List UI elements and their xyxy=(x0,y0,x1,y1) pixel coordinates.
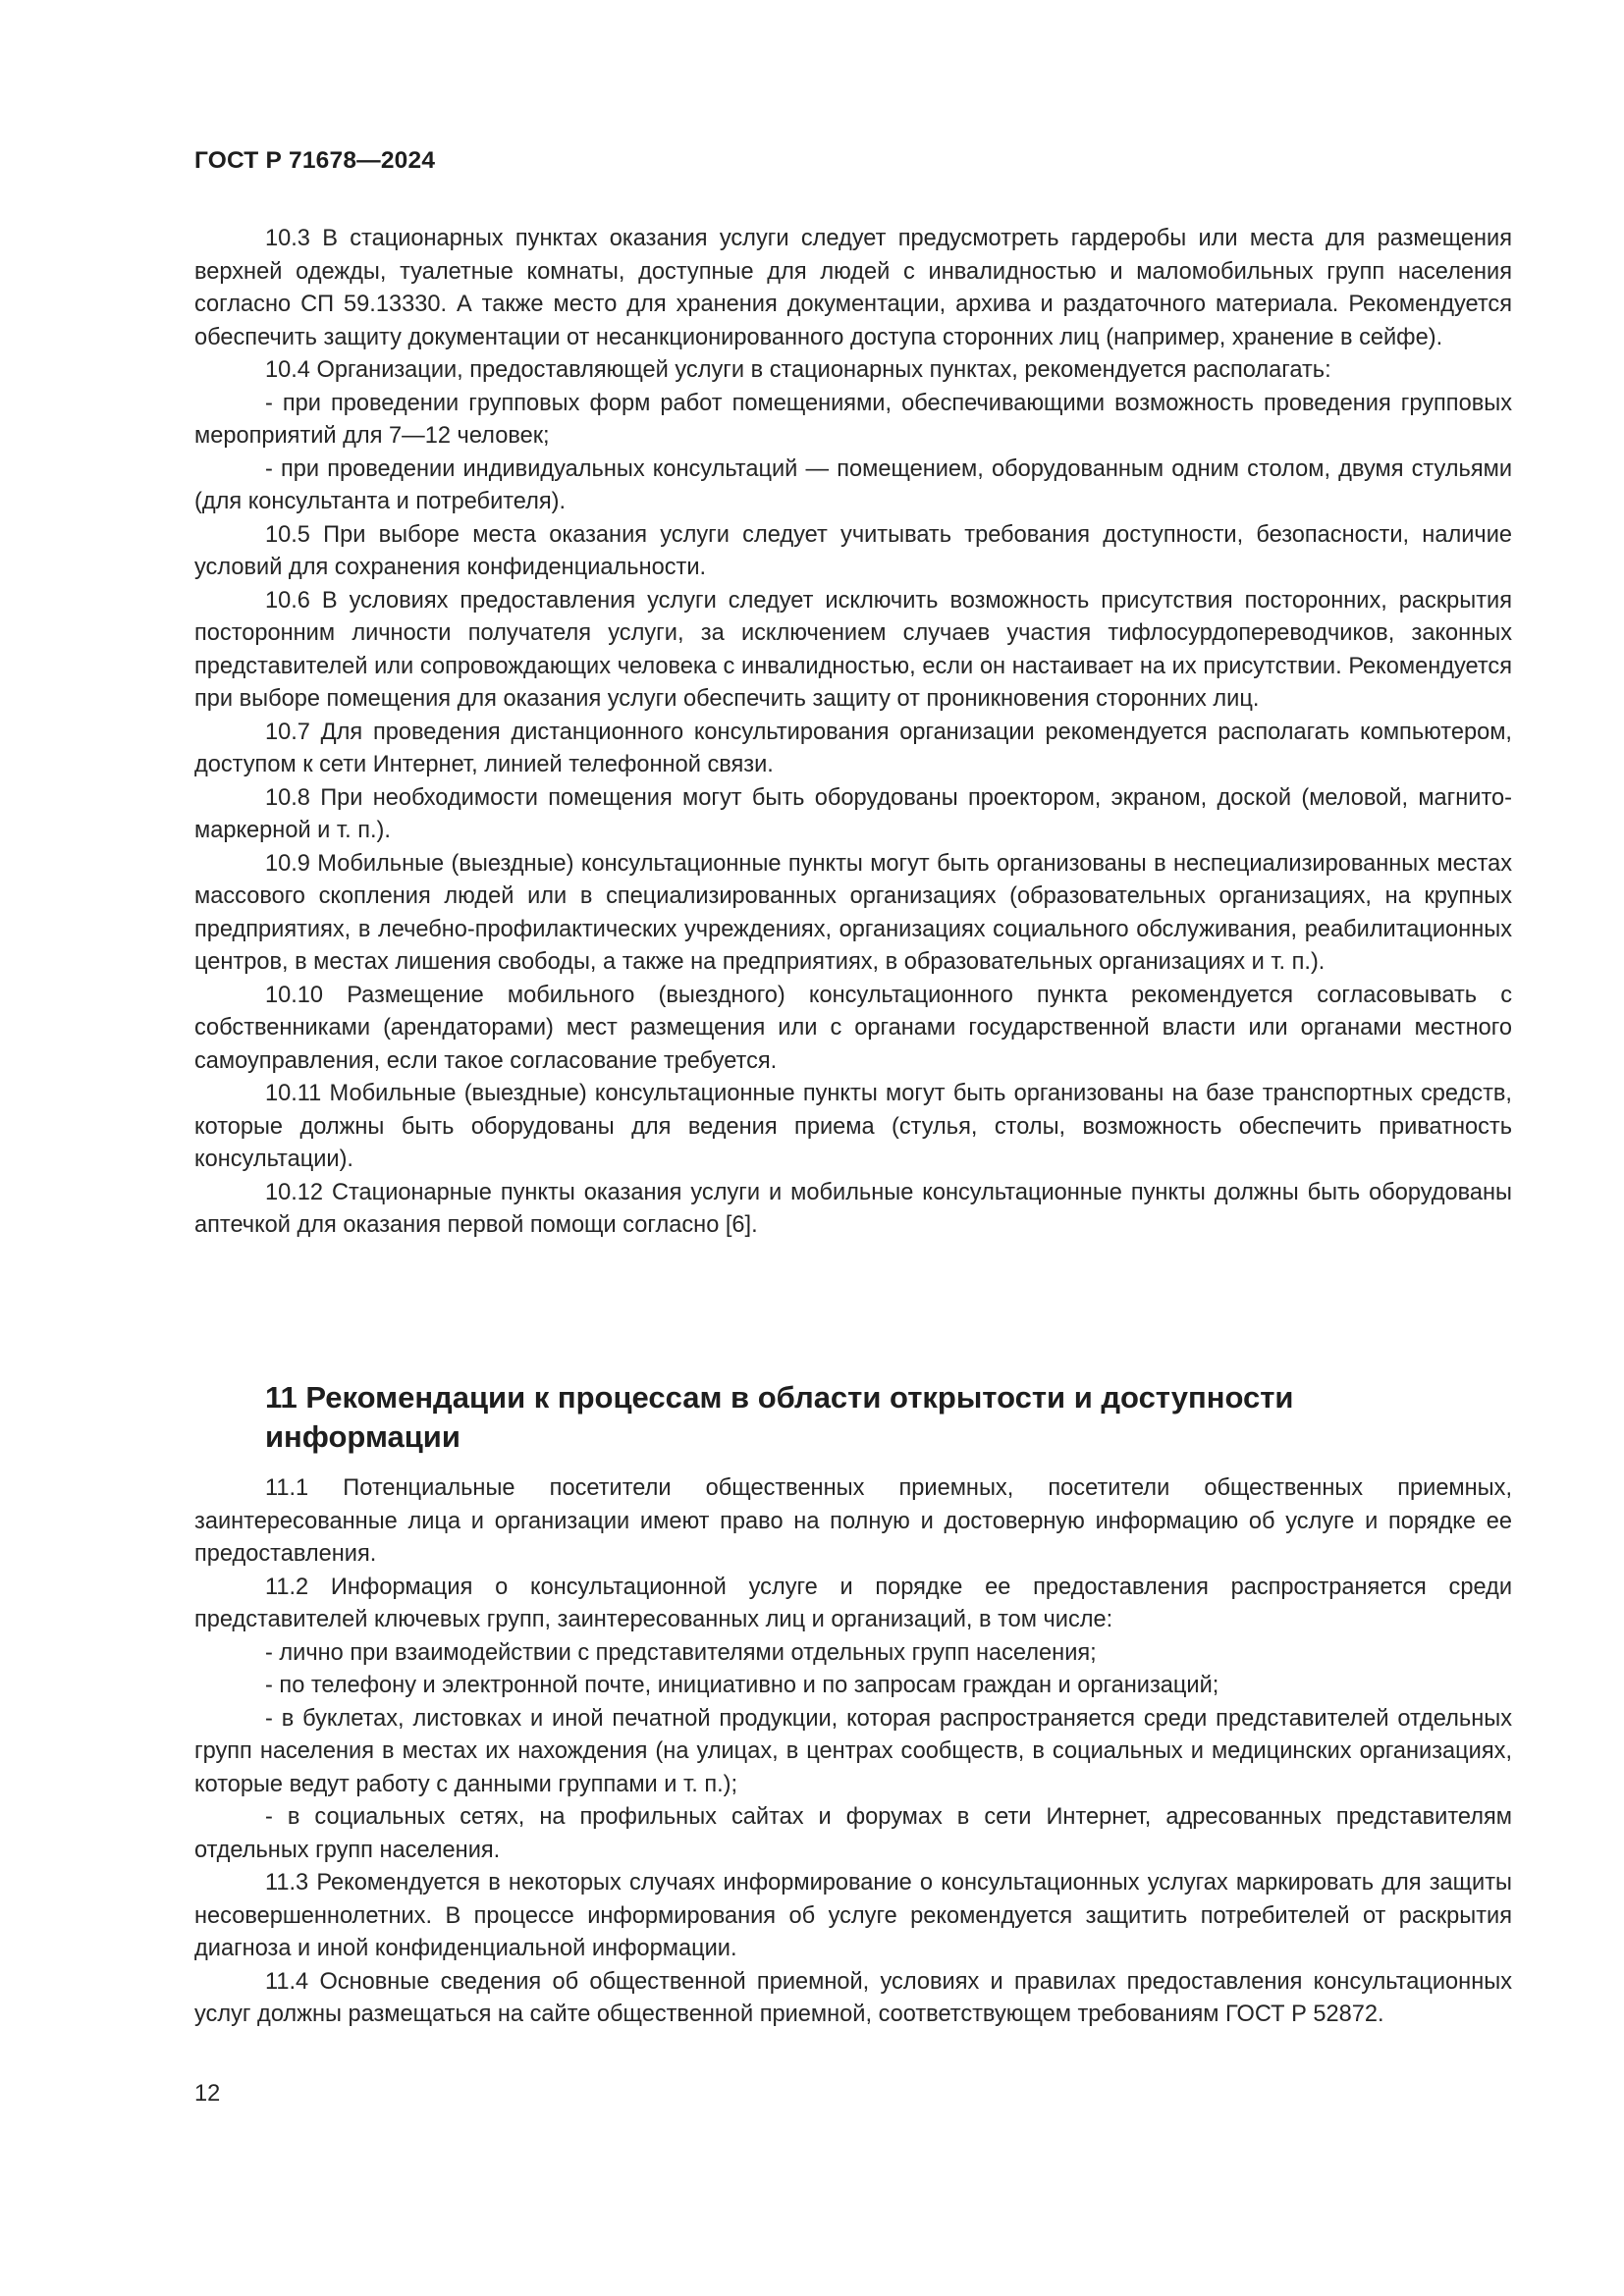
list-item: - при проведении групповых форм работ помещениями, обеспечивающими возможность проведения групповых мероприятий для 7—12 человек; xyxy=(194,390,1512,449)
section-11-body xyxy=(194,1472,1512,2032)
paragraph-10-3: 10.3 В стационарных пунктах оказания услуги следует предусмотреть гардеробы или места для размещения верхней одежды, туалетные комнаты, доступные для людей с инвалидностью и маломобильных групп населения согласно СП 59.13330. А также место для хранения документации, архива и раздаточного материала. Рекомендуется обеспечить защиту документации от несанкционированного доступа сторонних лиц (например, хранение в сейфе). xyxy=(194,226,1512,350)
paragraph-10-12: 10.12 Стационарные пункты оказания услуги и мобильные консультационные пункты должны быть оборудованы аптечкой для оказания первой помощи согласно [6]. xyxy=(194,1179,1512,1238)
list-item: - при проведении индивидуальных консультаций — помещением, оборудованным одним столом, двумя стульями (для консультанта и потребителя). xyxy=(194,455,1512,514)
section-10-body xyxy=(194,223,1512,1243)
paragraph-10-9: 10.9 Мобильные (выездные) консультационные пункты могут быть организованы в неспециализированных местах массового скопления людей или в специализированных организациях (образовательных организациях, на крупных предприятиях, в лечебно-профилактических учреждениях, организациях социального обслуживания, реабилитационных центров, в местах лишения свободы, а также на предприятиях, в образовательных организациях и т. п.). xyxy=(194,850,1512,975)
paragraph-11-1: 11.1 Потенциальные посетители общественных приемных, посетители общественных приемных, заинтересованные лица и организации имеют право на полную и достоверную информацию об услуге и порядке ее предоставления. xyxy=(194,1475,1512,1567)
paragraph-10-11: 10.11 Мобильные (выездные) консультационные пункты могут быть организованы на базе транспортных средств, которые должны быть оборудованы для ведения приема (стулья, столы, возможность обеспечить приватность консультации). xyxy=(194,1081,1512,1172)
list-item: - в социальных сетях, на профильных сайтах и форумах в сети Интернет, адресованных представителям отдельных групп населения. xyxy=(194,1804,1512,1863)
list-item: - по телефону и электронной почте, инициативно и по запросам граждан и организаций; xyxy=(265,1673,1219,1698)
paragraph-11-3: 11.3 Рекомендуется в некоторых случаях информирование о консультационных услугах маркировать для защиты несовершеннолетних. В процессе информирования об услуге рекомендуется защитить потребителей от раскрытия диагноза и иной конфиденциальной информации. xyxy=(194,1870,1512,1961)
paragraph-10-4: 10.4 Организации, предоставляющей услуги в стационарных пунктах, рекомендуется располагать: xyxy=(265,357,1331,383)
page-number: 12 xyxy=(194,2081,221,2107)
list-item: - лично при взаимодействии с представителями отдельных групп населения; xyxy=(265,1639,1097,1666)
list-item: - в буклетах, листовках и иной печатной продукции, которая распространяется среди представителей отдельных групп населения в местах их нахождения (на улицах, в центрах сообществ, в социальных и медицинских организациях, которые ведут работу с данными группами и т. п.); xyxy=(194,1705,1512,1797)
paragraph-10-7: 10.7 Для проведения дистанционного консультирования организации рекомендуется располагать компьютером, доступом к сети Интернет, линией телефонной связи. xyxy=(194,719,1512,777)
paragraph-10-6: 10.6 В условиях предоставления услуги следует исключить возможность присутствия посторонних, раскрытия посторонним личности получателя услуги, за исключением случаев участия тифлосурдопереводчиков, законных представителей или сопровождающих человека с инвалидностью, если он настаивает на их присутствии. Рекомендуется при выборе помещения для оказания услуги обеспечить защиту от проникновения сторонних лиц. xyxy=(194,587,1512,712)
paragraph-10-10: 10.10 Размещение мобильного (выездного) консультационного пункта рекомендуется согласовывать с собственниками (арендаторами) мест размещения или с органами государственной власти или органами местного самоуправления, если такое согласование требуется. xyxy=(194,982,1512,1074)
document-code-header: ГОСТ Р 71678—2024 xyxy=(194,147,436,174)
paragraph-10-5: 10.5 При выборе места оказания услуги следует учитывать требования доступности, безопасности, наличие условий для сохранения конфиденциальности. xyxy=(194,521,1512,580)
section-11-heading: 11 Рекомендации к процессам в области открытости и доступности информации xyxy=(265,1380,1294,1454)
paragraph-11-4: 11.4 Основные сведения об общественной приемной, условиях и правилах предоставления консультационных услуг должны размещаться на сайте общественной приемной, соответствующем требованиям ГОСТ Р 52872. xyxy=(194,1968,1512,2027)
paragraph-11-2: 11.2 Информация о консультационной услуге и порядке ее предоставления распространяется среди представителей ключевых групп, заинтересованных лиц и организаций, в том числе: xyxy=(194,1574,1512,1632)
paragraph-10-8: 10.8 При необходимости помещения могут быть оборудованы проектором, экраном, доской (меловой, магнито-маркерной и т. п.). xyxy=(194,784,1512,843)
